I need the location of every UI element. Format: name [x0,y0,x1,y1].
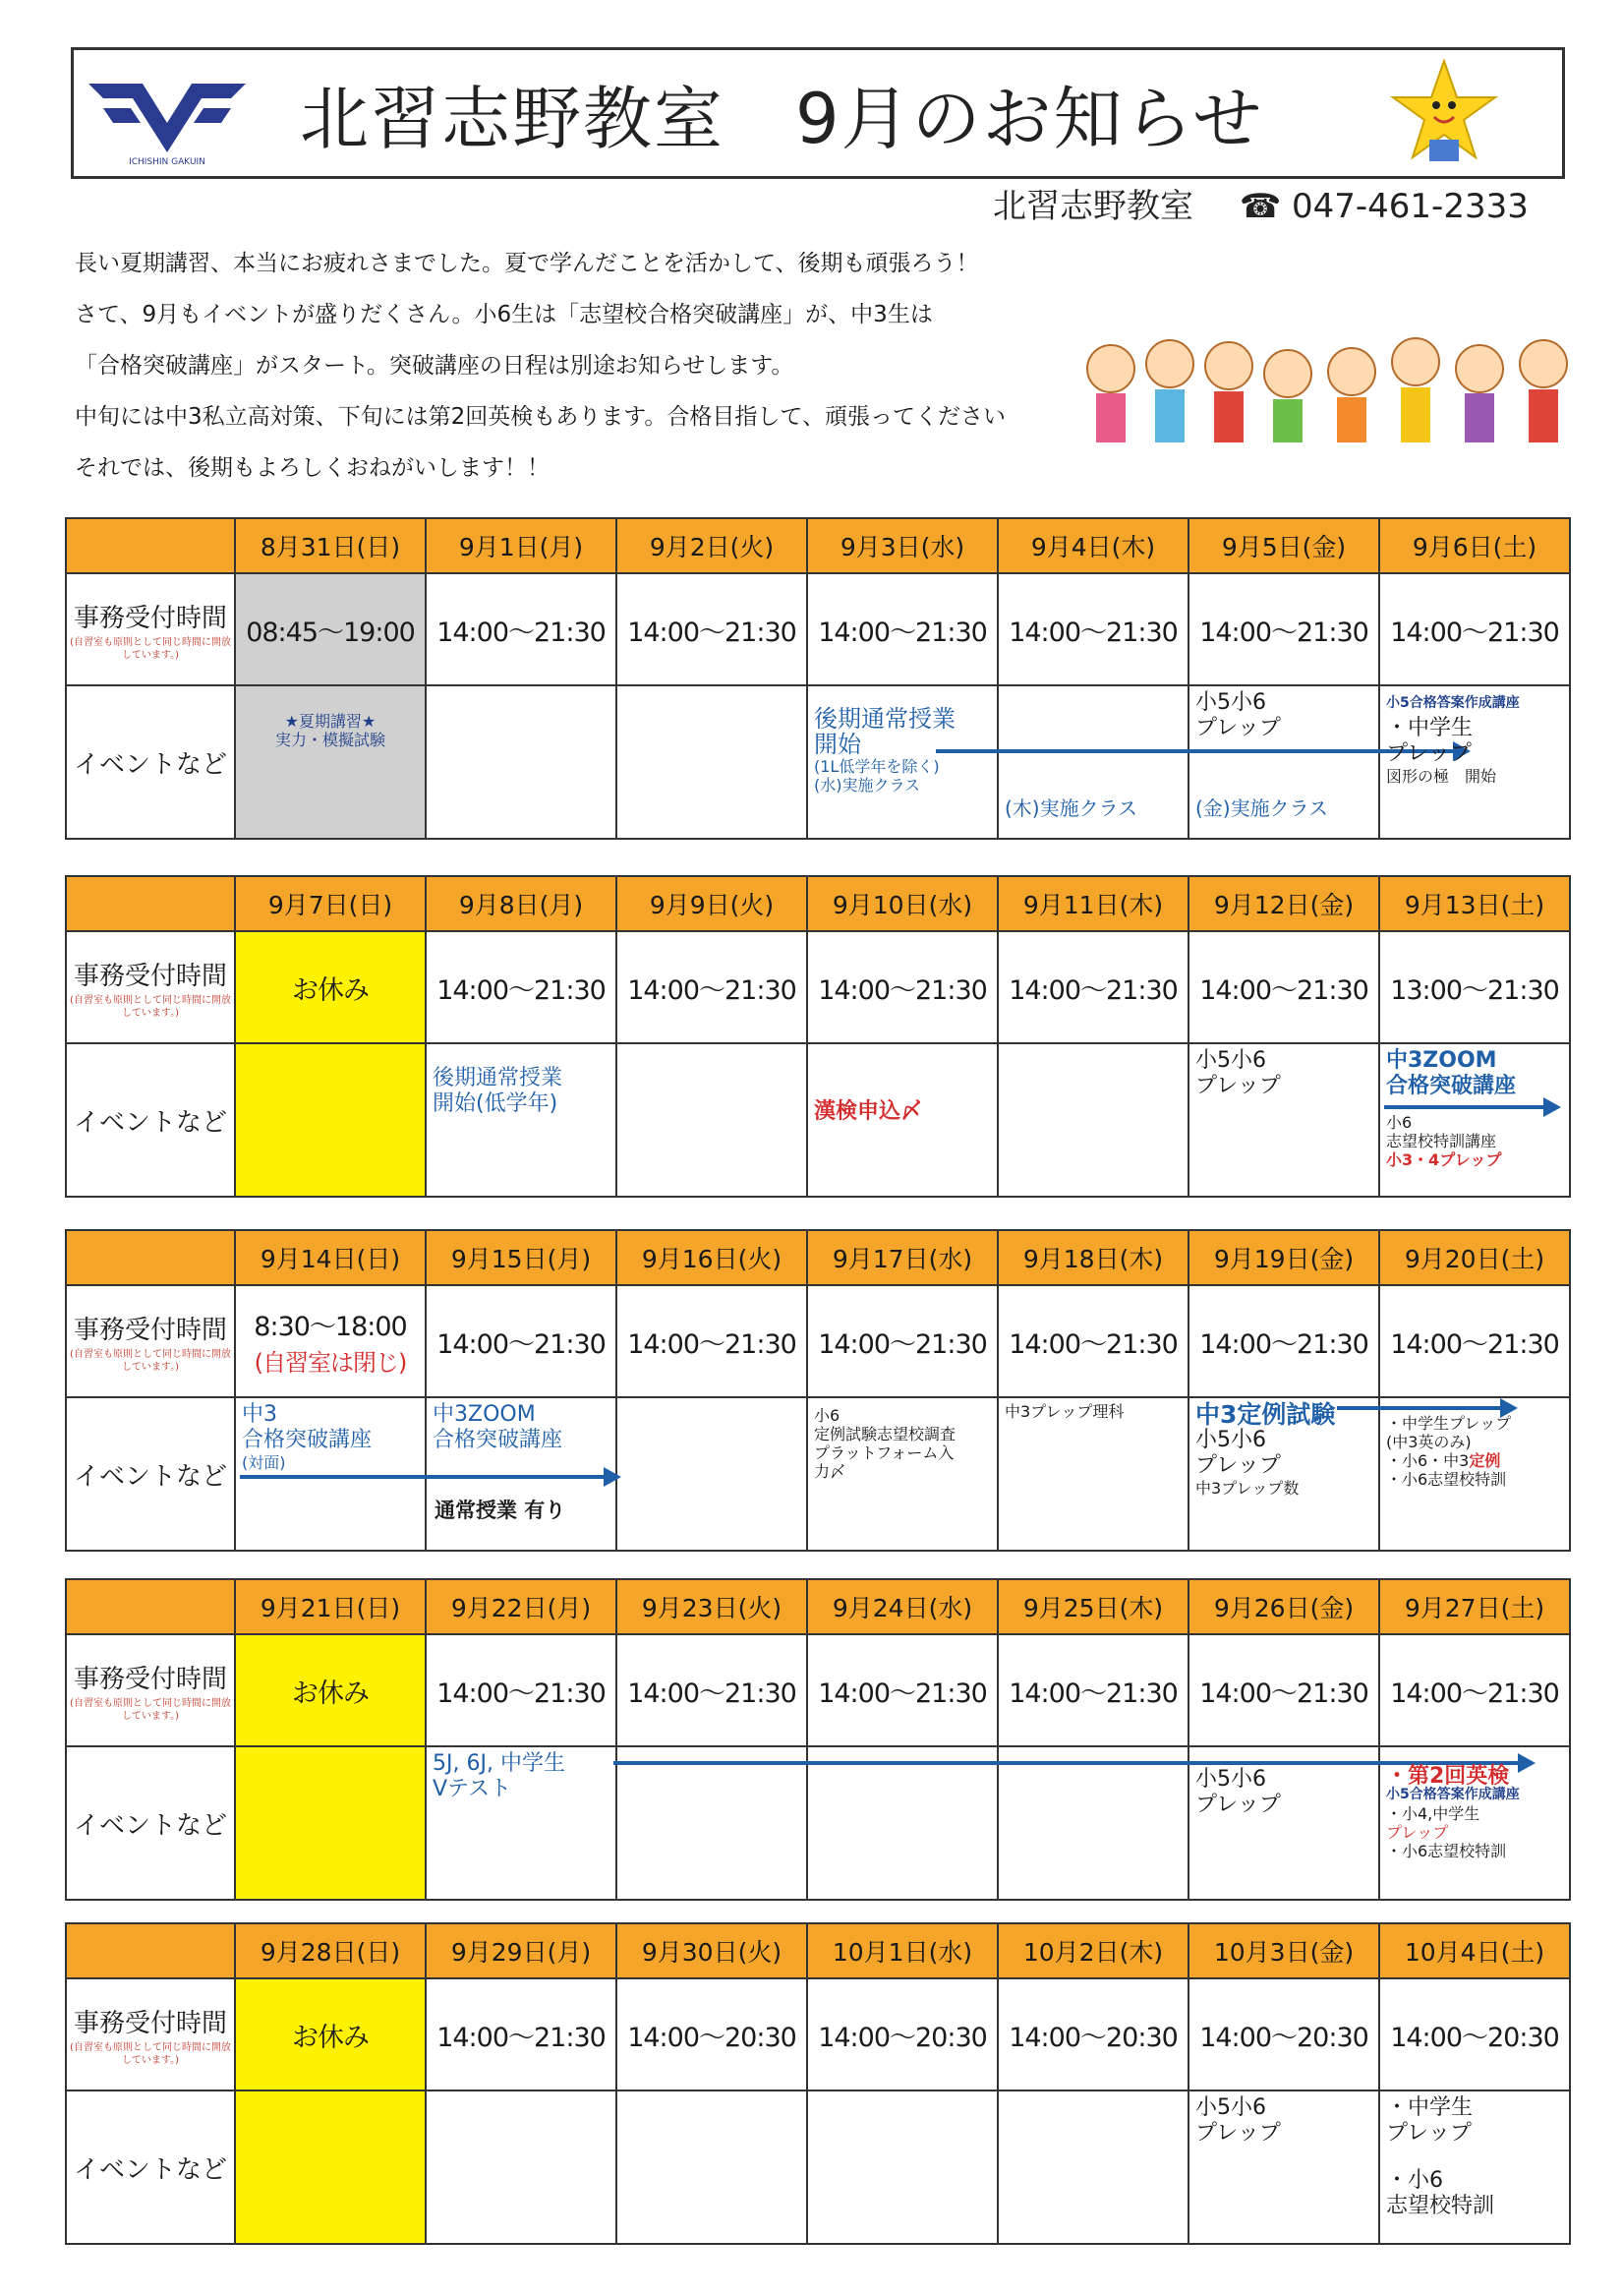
intro-line: 「合格突破講座」がスタート。突破講座の日程は別途お知らせします。 [75,353,794,379]
office-hours: 14:00〜21:30 [807,931,998,1043]
event-cell [616,1746,807,1900]
event-cell: 中3ZOOM 合格突破講座 小6 志望校特訓講座 小3・4プレップ [1379,1043,1570,1197]
event-cell: 漢検申込〆 [807,1043,998,1197]
date-header: 9月7日(日) [235,876,426,931]
event-cell [426,685,616,839]
office-hours: 14:00〜21:30 [616,931,807,1043]
date-header: 9月3日(水) [807,518,998,573]
office-hours: 14:00〜21:30 [807,1634,998,1746]
office-hours: 14:00〜21:30 [616,1285,807,1397]
event-cell [616,1397,807,1551]
date-header: 10月1日(水) [807,1923,998,1978]
office-hours: 14:00〜21:30 [1188,1634,1379,1746]
school-logo-icon [84,64,251,166]
date-header: 9月5日(金) [1188,518,1379,573]
office-hours-label: 事務受付時間 (自習室も原則として同じ時間に開放しています。) [66,1634,235,1746]
date-header: 9月30日(火) [616,1923,807,1978]
office-hours: 14:00〜21:30 [616,573,807,685]
event-cell [998,2090,1188,2244]
office-hours: 14:00〜21:30 [426,1634,616,1746]
intro-line: それでは、後期もよろしくおねがいします！！ [75,455,550,481]
logo-text: ICHISHIN GAKUIN [129,157,205,166]
office-hours: 14:00〜20:30 [616,1978,807,2090]
office-hours: 08:45〜19:00 [235,573,426,685]
event-cell: 小5小6 プレップ [1188,1043,1379,1197]
office-hours: 14:00〜21:30 [1379,1285,1570,1397]
week-table-1 [65,517,1571,840]
office-hours: 14:00〜21:30 [426,931,616,1043]
phone-number: 047-461-2333 [1291,187,1529,226]
event-cell: 後期通常授業 開始(低学年) [426,1043,616,1197]
week-table-3 [65,1229,1571,1552]
date-header: 9月2日(火) [616,518,807,573]
office-hours: 8:30〜18:00 (自習室は閉じ) [235,1285,426,1397]
office-hours: お休み [235,1634,426,1746]
office-hours-label: 事務受付時間 (自習室も原則として同じ時間に開放しています。) [66,931,235,1043]
event-cell: 5J, 6J, 中学生 Vテスト [426,1746,616,1900]
classroom-name: 北習志野教室 [993,187,1193,226]
date-header: 9月16日(火) [616,1230,807,1285]
office-hours-label: 事務受付時間 (自習室も原則として同じ時間に開放しています。) [66,1978,235,2090]
event-cell [616,2090,807,2244]
week-table-2 [65,875,1571,1198]
office-hours: 14:00〜21:30 [426,573,616,685]
page-title: 北習志野教室 9月のお知らせ [300,79,1264,159]
event-cell: ★夏期講習★ 実力・模擬試験 [235,685,426,839]
office-hours: 14:00〜20:30 [807,1978,998,2090]
date-header: 9月29日(月) [426,1923,616,1978]
event-cell [616,685,807,839]
date-header: 9月21日(日) [235,1579,426,1634]
office-hours-label: 事務受付時間 (自習室も原則として同じ時間に開放しています。) [66,573,235,685]
events-label: イベントなど [66,1746,235,1900]
date-header: 9月11日(木) [998,876,1188,931]
office-hours: 14:00〜21:30 [807,1285,998,1397]
event-cell [998,1746,1188,1900]
events-label: イベントなど [66,685,235,839]
office-hours: 14:00〜21:30 [1379,573,1570,685]
date-header: 9月10日(水) [807,876,998,931]
date-header: 9月4日(木) [998,518,1188,573]
date-header: 9月18日(木) [998,1230,1188,1285]
contact-line [993,179,1529,227]
event-cell: ・第2回英検 小5合格答案作成講座 ・小4,中学生 プレップ ・小6志望校特訓 [1379,1746,1570,1900]
range-arrow [1384,1105,1545,1109]
date-header: 8月31日(日) [235,518,426,573]
office-hours: 14:00〜21:30 [1379,1634,1570,1746]
office-hours: 14:00〜21:30 [426,1285,616,1397]
event-cell [616,1043,807,1197]
children-illustration-icon [1072,324,1583,472]
date-header: 9月12日(金) [1188,876,1379,931]
intro-line: さて、9月もイベントが盛りだくさん。小6生は「志望校合格突破講座」が、中3生は [75,302,933,327]
event-cell: 小6 定例試験志望校調査 プラットフォーム入 力〆 [807,1397,998,1551]
header-box [71,47,1565,179]
office-hours: 13:00〜21:30 [1379,931,1570,1043]
events-label: イベントなど [66,1397,235,1551]
intro-text [75,238,1087,494]
office-hours: 14:00〜20:30 [1188,1978,1379,2090]
date-header: 10月4日(土) [1379,1923,1570,1978]
date-header: 10月3日(金) [1188,1923,1379,1978]
date-header: 9月20日(土) [1379,1230,1570,1285]
date-header: 10月2日(木) [998,1923,1188,1978]
office-hours: 14:00〜21:30 [426,1978,616,2090]
star-mascot-icon [1385,56,1503,174]
office-hours: 14:00〜21:30 [998,931,1188,1043]
event-cell [235,1043,426,1197]
event-cell: 小5小6 プレップ (金)実施クラス [1188,685,1379,839]
office-hours: 14:00〜20:30 [1379,1978,1570,2090]
office-hours: 14:00〜21:30 [1188,931,1379,1043]
intro-line: 中旬には中3私立高対策、下旬には第2回英検もあります。合格目指して、頑張ってください [75,404,1006,430]
week-table-4 [65,1578,1571,1901]
office-hours: 14:00〜21:30 [998,1285,1188,1397]
date-header: 9月23日(火) [616,1579,807,1634]
date-header: 9月19日(金) [1188,1230,1379,1285]
event-cell: ・中学生プレップ (中3英のみ) ・小6・中3定例 ・小6志望校特訓 [1379,1397,1570,1551]
date-header: 9月27日(土) [1379,1579,1570,1634]
office-hours: 14:00〜21:30 [616,1634,807,1746]
date-header: 9月13日(土) [1379,876,1570,931]
event-cell: (木)実施クラス [998,685,1188,839]
office-hours: お休み [235,931,426,1043]
date-header: 9月28日(日) [235,1923,426,1978]
date-header: 9月15日(月) [426,1230,616,1285]
event-cell: 後期通常授業 開始 (1L低学年を除く) (水)実施クラス [807,685,998,839]
date-header: 9月25日(木) [998,1579,1188,1634]
date-header: 9月24日(水) [807,1579,998,1634]
event-cell: 中3プレップ理科 [998,1397,1188,1551]
event-cell: 中3 合格突破講座 (対面) [235,1397,426,1551]
event-cell: 小5合格答案作成講座 ・中学生 プレップ 図形の極 開始 [1379,685,1570,839]
date-header: 9月9日(火) [616,876,807,931]
date-header: 9月26日(金) [1188,1579,1379,1634]
office-hours: 14:00〜21:30 [998,1634,1188,1746]
event-cell [807,1746,998,1900]
week-table-5 [65,1922,1571,2245]
events-label: イベントなど [66,2090,235,2244]
date-header: 9月22日(月) [426,1579,616,1634]
office-hours: 14:00〜21:30 [807,573,998,685]
event-cell [807,2090,998,2244]
event-cell [235,2090,426,2244]
events-label: イベントなど [66,1043,235,1197]
event-cell: 小5小6 プレップ [1188,1746,1379,1900]
date-header: 9月1日(月) [426,518,616,573]
office-hours: 14:00〜21:30 [1188,573,1379,685]
event-cell [426,2090,616,2244]
date-header: 9月14日(日) [235,1230,426,1285]
event-cell [235,1746,426,1900]
intro-line: 長い夏期講習、本当にお疲れさまでした。夏で学んだことを活かして、後期も頑張ろう！ [75,251,979,276]
office-hours-label: 事務受付時間 (自習室も原則として同じ時間に開放しています。) [66,1285,235,1397]
date-header: 9月17日(水) [807,1230,998,1285]
office-hours: 14:00〜21:30 [998,573,1188,685]
date-header: 9月6日(土) [1379,518,1570,573]
event-cell: ・中学生 プレップ ・小6 志望校特訓 [1379,2090,1570,2244]
event-cell [998,1043,1188,1197]
event-cell: 小5小6 プレップ [1188,2090,1379,2244]
office-hours: お休み [235,1978,426,2090]
event-cell: 中3定例試験 小5小6 プレップ 中3プレップ数 [1188,1397,1379,1551]
phone-icon: ☎ [1239,187,1282,226]
event-cell: 中3ZOOM 合格突破講座 通常授業 有り [426,1397,616,1551]
office-hours: 14:00〜21:30 [1188,1285,1379,1397]
office-hours: 14:00〜20:30 [998,1978,1188,2090]
date-header: 9月8日(月) [426,876,616,931]
